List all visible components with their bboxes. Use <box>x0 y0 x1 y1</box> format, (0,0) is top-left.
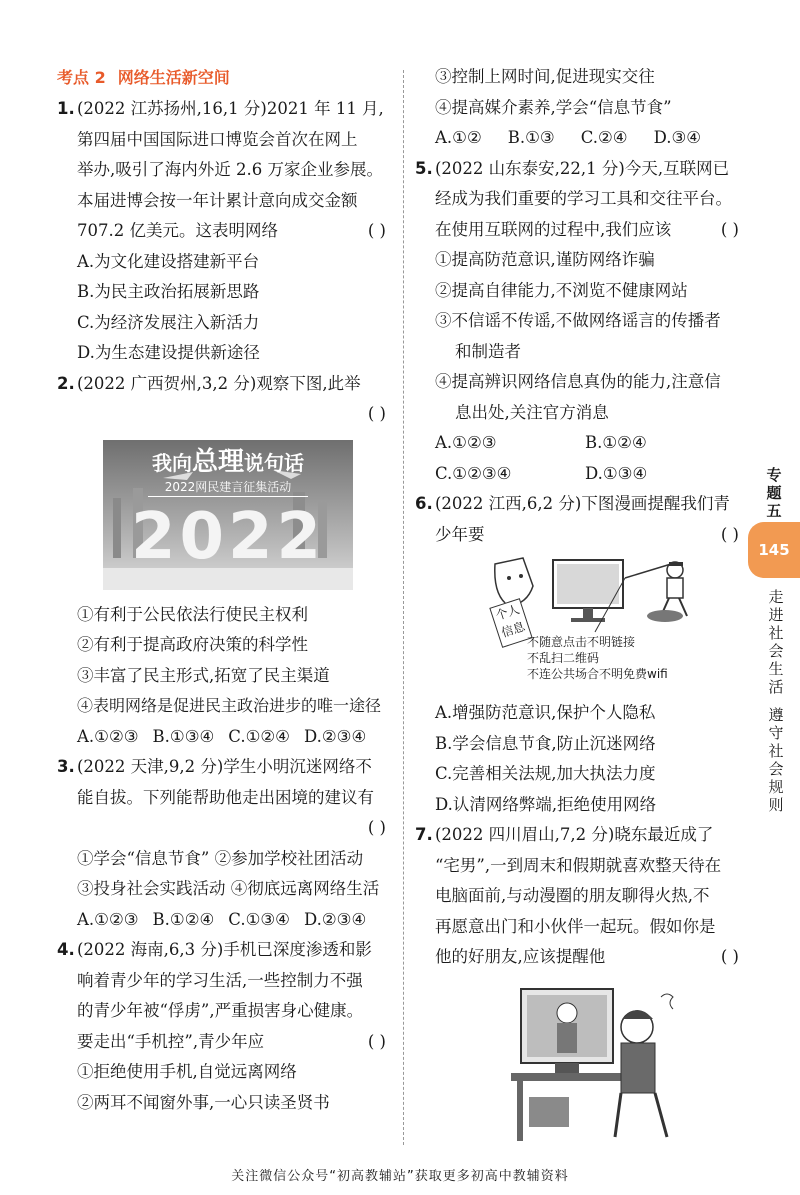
choice-d: D.②③④ <box>303 909 367 929</box>
section-label: 考点 2 <box>57 68 106 87</box>
question-7 <box>415 820 745 1147</box>
cartoon-note-2: 不乱扫二维码 <box>527 651 600 665</box>
option-a: A.增强防范意识,保护个人隐私 <box>435 703 656 722</box>
statement-2: ②有利于提高政府决策的科学性 <box>77 635 308 654</box>
question-text: “宅男”,一到周末和假期就喜欢整天待在 <box>435 855 722 875</box>
choice-c: C.①②④ <box>228 726 290 746</box>
statements-row-2: ③投身社会实践活动 ④彻底远离网络生活 <box>77 879 380 898</box>
question-text: (2022 天津,9,2 分)学生小明沉迷网络不 <box>77 757 372 776</box>
choice-c: C.①③④ <box>228 909 290 929</box>
answer-blank[interactable]: ( ) <box>367 221 386 240</box>
statement-2: ②提高自律能力,不浏览不健康网站 <box>435 280 688 300</box>
choice-d: D.②③④ <box>303 726 367 746</box>
statement-3: ③控制上网时间,促进现实交往 <box>435 67 655 86</box>
answer-blank[interactable]: ( ) <box>367 1031 386 1051</box>
question-number: 7. <box>415 825 433 844</box>
question-3 <box>57 752 392 935</box>
statement-4: ④表明网络是促进民主政治进步的唯一途径 <box>77 696 382 715</box>
question-number: 4. <box>57 940 75 959</box>
question-text: 第四届中国国际进口博览会首次在网上 <box>77 129 358 149</box>
question-text: 本届进博会按一年计累计意向成交金额 <box>77 190 358 210</box>
unit-title-1: 走进社会生活 <box>768 588 784 696</box>
choice-b: B.①③ <box>507 128 555 147</box>
question-text: 举办,吸引了海内外近 2.6 万家企业参展。 <box>77 160 383 179</box>
statement-3-cont: 和制造者 <box>455 341 521 361</box>
poster-subtitle: 2022网民建言征集活动 <box>148 478 308 497</box>
question-number: 3. <box>57 757 75 776</box>
answer-blank[interactable]: ( ) <box>367 404 386 423</box>
question-text: (2022 山东泰安,22,1 分)今天,互联网已 <box>435 158 730 178</box>
question-number: 1. <box>57 99 75 118</box>
left-column <box>57 62 392 1118</box>
question-text: 在使用互联网的过程中,我们应该 ( ) <box>435 215 745 246</box>
cartoon-image-2 <box>511 987 681 1147</box>
choices <box>435 428 745 489</box>
statement-4-cont: 息出处,关注官方消息 <box>455 402 609 422</box>
statement-1: ①拒绝使用手机,自觉远离网络 <box>77 1062 297 1081</box>
question-number: 2. <box>57 373 75 393</box>
column-divider <box>403 70 404 1145</box>
question-6 <box>415 489 745 820</box>
question-text: 的青少年被“俘虏”,严重损害身心健康。 <box>77 1001 364 1020</box>
answer-blank[interactable]: ( ) <box>720 524 739 544</box>
choice-c: C.①②③④ <box>435 463 512 483</box>
statements-row-1: ①学会“信息节食” ②参加学校社团活动 <box>77 848 364 868</box>
cartoon-note-3: 不连公共场合不明免费wifi <box>527 667 668 681</box>
poster-title-b: 总理 <box>191 446 244 477</box>
cartoon-note-1: 不随意点击不明链接 <box>527 635 636 649</box>
poster-image <box>103 440 353 590</box>
question-4-continued <box>415 62 745 154</box>
option-b: B.为民主政治拓展新思路 <box>77 282 260 301</box>
statement-1: ①提高防范意识,谨防网络诈骗 <box>435 250 655 269</box>
question-text: 再愿意出门和小伙伴一起玩。假如你是 <box>435 916 716 936</box>
section-title: 网络生活新空间 <box>117 68 230 87</box>
choice-a: A.①②③ <box>77 909 139 929</box>
question-text: (2022 江西,6,2 分)下图漫画提醒我们青 <box>435 494 730 513</box>
question-text: 他的好朋友,应该提醒他 ( ) <box>435 942 745 973</box>
option-c: C.完善相关法规,加大执法力度 <box>435 764 656 783</box>
question-number: 6. <box>415 494 433 513</box>
question-number: 5. <box>415 158 433 178</box>
page-number: 145 <box>748 522 800 578</box>
cartoon-tag: 个人信息 <box>489 598 532 648</box>
choice-b: B.①③④ <box>152 726 215 746</box>
question-text: (2022 四川眉山,7,2 分)晓东最近成了 <box>435 825 714 844</box>
option-b: B.学会信息节食,防止沉迷网络 <box>435 733 656 753</box>
option-d: D.认清网络弊端,拒绝使用网络 <box>435 794 657 814</box>
choice-a: A.①② <box>435 128 482 147</box>
footer-note: 关注微信公众号“初高教辅站”获取更多初高中教辅资料 <box>231 1169 569 1184</box>
question-text: (2022 广西贺州,3,2 分)观察下图,此举 <box>77 373 361 393</box>
answer-blank[interactable]: ( ) <box>720 219 739 239</box>
choice-b: B.①②④ <box>152 909 215 929</box>
question-text: (2022 海南,6,3 分)手机已深度渗透和影 <box>77 940 372 959</box>
choices <box>77 905 392 936</box>
choice-d: D.③④ <box>653 128 702 147</box>
question-4 <box>57 935 392 1118</box>
question-text: 响着青少年的学习生活,一些控制力不强 <box>77 970 363 990</box>
answer-blank[interactable]: ( ) <box>720 947 739 966</box>
question-text: (2022 江苏扬州,16,1 分)2021 年 11 月, <box>77 99 384 118</box>
choice-d: D.①③④ <box>585 463 648 483</box>
statement-3: ③丰富了民主形式,拓宽了民主渠道 <box>77 665 330 685</box>
question-text: 少年要 ( ) <box>435 520 745 551</box>
option-d: D.为生态建设提供新途径 <box>77 343 260 362</box>
choice-a: A.①②③ <box>435 433 497 452</box>
statement-2: ②两耳不闻窗外事,一心只读圣贤书 <box>77 1092 330 1112</box>
choice-a: A.①②③ <box>77 726 139 746</box>
statement-3: ③不信谣不传谣,不做网络谣言的传播者 <box>435 311 721 330</box>
poster-title-a: 我向 <box>151 450 192 475</box>
option-c: C.为经济发展注入新活力 <box>77 312 260 332</box>
statement-4: ④提高媒介素养,学会“信息节食” <box>435 97 672 117</box>
question-1 <box>57 94 392 369</box>
question-text: 要走出“手机控”,青少年应 ( ) <box>77 1027 392 1058</box>
question-text: 经成为我们重要的学习工具和交往平台。 <box>435 189 732 208</box>
statement-4: ④提高辨识网络信息真伪的能力,注意信 <box>435 372 721 391</box>
statement-1: ①有利于公民依法行使民主权利 <box>77 604 308 624</box>
question-text: 电脑面前,与动漫圈的朋友聊得火热,不 <box>435 886 710 905</box>
chapter-label: 专题五 <box>766 466 782 520</box>
choice-b: B.①②④ <box>585 433 647 452</box>
cartoon-image <box>475 554 715 694</box>
question-text: 能自拔。下列能帮助他走出困境的建议有 <box>77 787 374 807</box>
choice-c: C.②④ <box>580 128 628 147</box>
question-text: 707.2 亿美元。这表明网络 ( ) <box>77 216 392 247</box>
option-a: A.为文化建设搭建新平台 <box>77 251 260 271</box>
unit-title-2: 遵守社会规则 <box>768 706 784 814</box>
question-5 <box>415 154 745 490</box>
poster-title-c: 说句话 <box>244 450 304 475</box>
question-2 <box>57 369 392 753</box>
choices <box>435 123 745 154</box>
right-column <box>415 62 745 1147</box>
choices <box>77 722 392 753</box>
answer-blank[interactable]: ( ) <box>367 818 386 837</box>
section-heading <box>57 62 392 94</box>
poster-year: 2022 <box>130 499 326 574</box>
